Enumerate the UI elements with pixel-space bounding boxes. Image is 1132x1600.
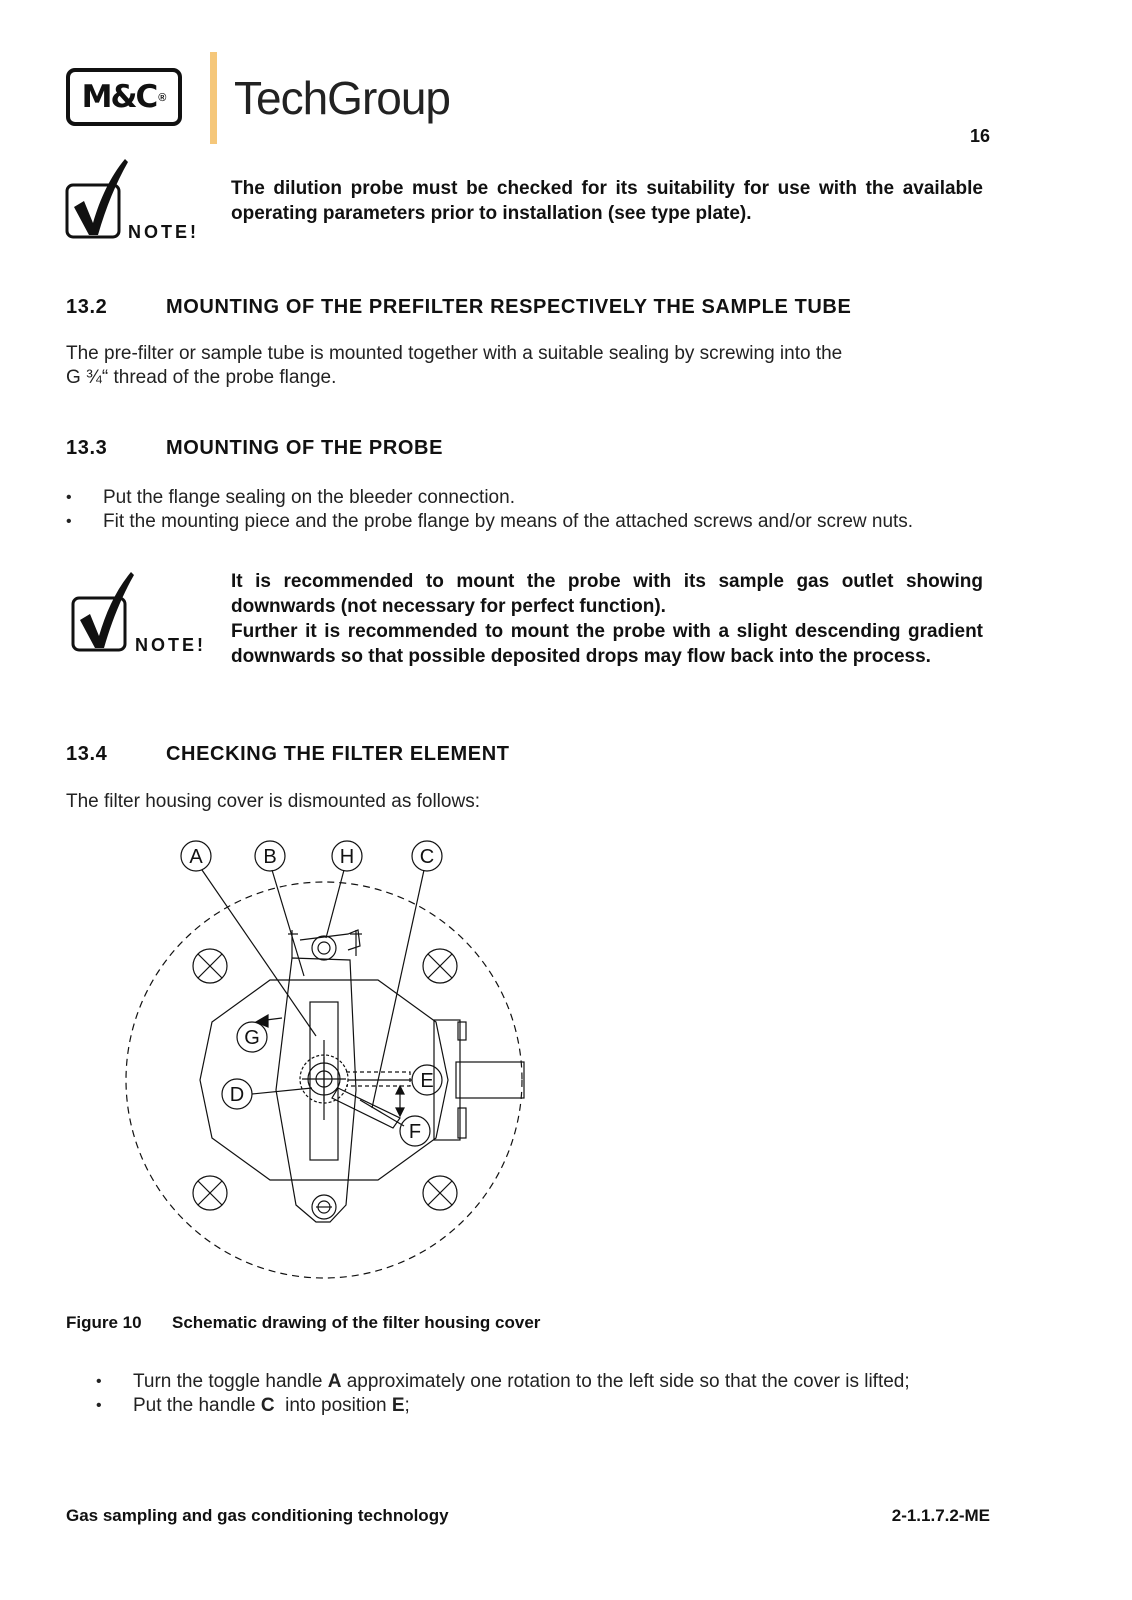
- logo-text: M&C: [81, 79, 157, 115]
- note2-label: NOTE!: [135, 635, 206, 655]
- list-item: • Fit the mounting piece and the probe flange by means of the attached screws and/or screw nuts.: [66, 510, 913, 534]
- logo-registered-mark: ®: [158, 92, 167, 104]
- step2-pre: Put the handle: [133, 1395, 261, 1416]
- label-f: F: [408, 1121, 422, 1143]
- note2-para1: It is recommended to mount the probe with its sample gas outlet showing downwards (not necessary for perfect function).: [231, 571, 983, 617]
- step1-bold: A: [327, 1371, 342, 1392]
- figure-caption: [66, 1313, 540, 1333]
- brand-part1: Tech: [234, 72, 328, 124]
- dismount-steps: [96, 1370, 910, 1418]
- logo-divider-bar: [210, 52, 217, 144]
- footer-right: 2-1.1.7.2-ME: [891, 1506, 990, 1525]
- heading-13-3-title: MOUNTING OF THE PROBE: [166, 437, 444, 459]
- note2-para2: Further it is recommended to mount the probe with a slight descending gradient downwards so that possible deposited drops may flow back into the process.: [231, 621, 983, 667]
- label-e: E: [420, 1070, 434, 1092]
- filter-housing-cover-drawing: [110, 832, 540, 1292]
- label-h: H: [339, 846, 355, 868]
- note1-label: NOTE!: [128, 222, 199, 242]
- label-d: D: [229, 1084, 245, 1106]
- section-13-4-intro: The filter housing cover is dismounted as follows:: [66, 791, 480, 812]
- footer-left: Gas sampling and gas conditioning technology: [66, 1506, 449, 1525]
- section-13-2-paragraph: [66, 342, 966, 390]
- step1-pre: Turn the toggle handle: [133, 1371, 328, 1392]
- heading-13-3: [66, 437, 443, 460]
- label-a: A: [189, 846, 203, 868]
- section-13-2-line1: The pre-filter or sample tube is mounted together with a suitable sealing by screwing into the: [66, 343, 843, 364]
- step2-post: ;: [404, 1395, 410, 1416]
- heading-13-4-number: 13.4: [66, 743, 108, 765]
- bolt-hole: [423, 1176, 457, 1210]
- techgroup-wordmark: [234, 68, 450, 128]
- bolt-hole: [193, 949, 227, 983]
- label-g: G: [244, 1027, 260, 1049]
- heading-13-2: [66, 296, 851, 319]
- heading-13-3-number: 13.3: [66, 437, 108, 459]
- step2-bold2: E: [391, 1395, 405, 1416]
- checkmark-note-icon: [64, 155, 130, 243]
- section-13-3-list: [66, 486, 913, 534]
- bolt-hole: [193, 1176, 227, 1210]
- list-item: [96, 1394, 910, 1418]
- gas-outlet: [456, 1062, 524, 1098]
- checkmark-note-icon: [70, 568, 136, 656]
- note2-text: [231, 569, 983, 669]
- section-13-2-line2: G ¾“ thread of the probe flange.: [66, 367, 337, 388]
- figure-caption-number: Figure 10: [66, 1313, 142, 1332]
- label-c: C: [419, 846, 435, 868]
- list-item: [96, 1370, 910, 1394]
- step2-bold: C: [260, 1395, 275, 1416]
- heading-13-2-number: 13.2: [66, 296, 108, 318]
- mc-logo: [66, 68, 182, 126]
- page-number: 16: [969, 126, 990, 146]
- brand-part2: Group: [327, 72, 451, 124]
- step1-post: approximately one rotation to the left side so that the cover is lifted;: [341, 1371, 910, 1392]
- note1-text: The dilution probe must be checked for its suitability for use with the available operating parameters prior to installation (see type plate).: [231, 178, 983, 224]
- list-item: • Put the flange sealing on the bleeder connection.: [66, 486, 913, 510]
- label-b: B: [263, 846, 277, 868]
- bolt-hole: [423, 949, 457, 983]
- figure-caption-text: Schematic drawing of the filter housing cover: [172, 1313, 541, 1332]
- step2-mid: into position: [274, 1395, 392, 1416]
- heading-13-2-title: MOUNTING OF THE PREFILTER RESPECTIVELY THE SAMPLE TUBE: [166, 296, 852, 318]
- heading-13-4-title: CHECKING THE FILTER ELEMENT: [166, 743, 510, 765]
- heading-13-4: [66, 743, 510, 766]
